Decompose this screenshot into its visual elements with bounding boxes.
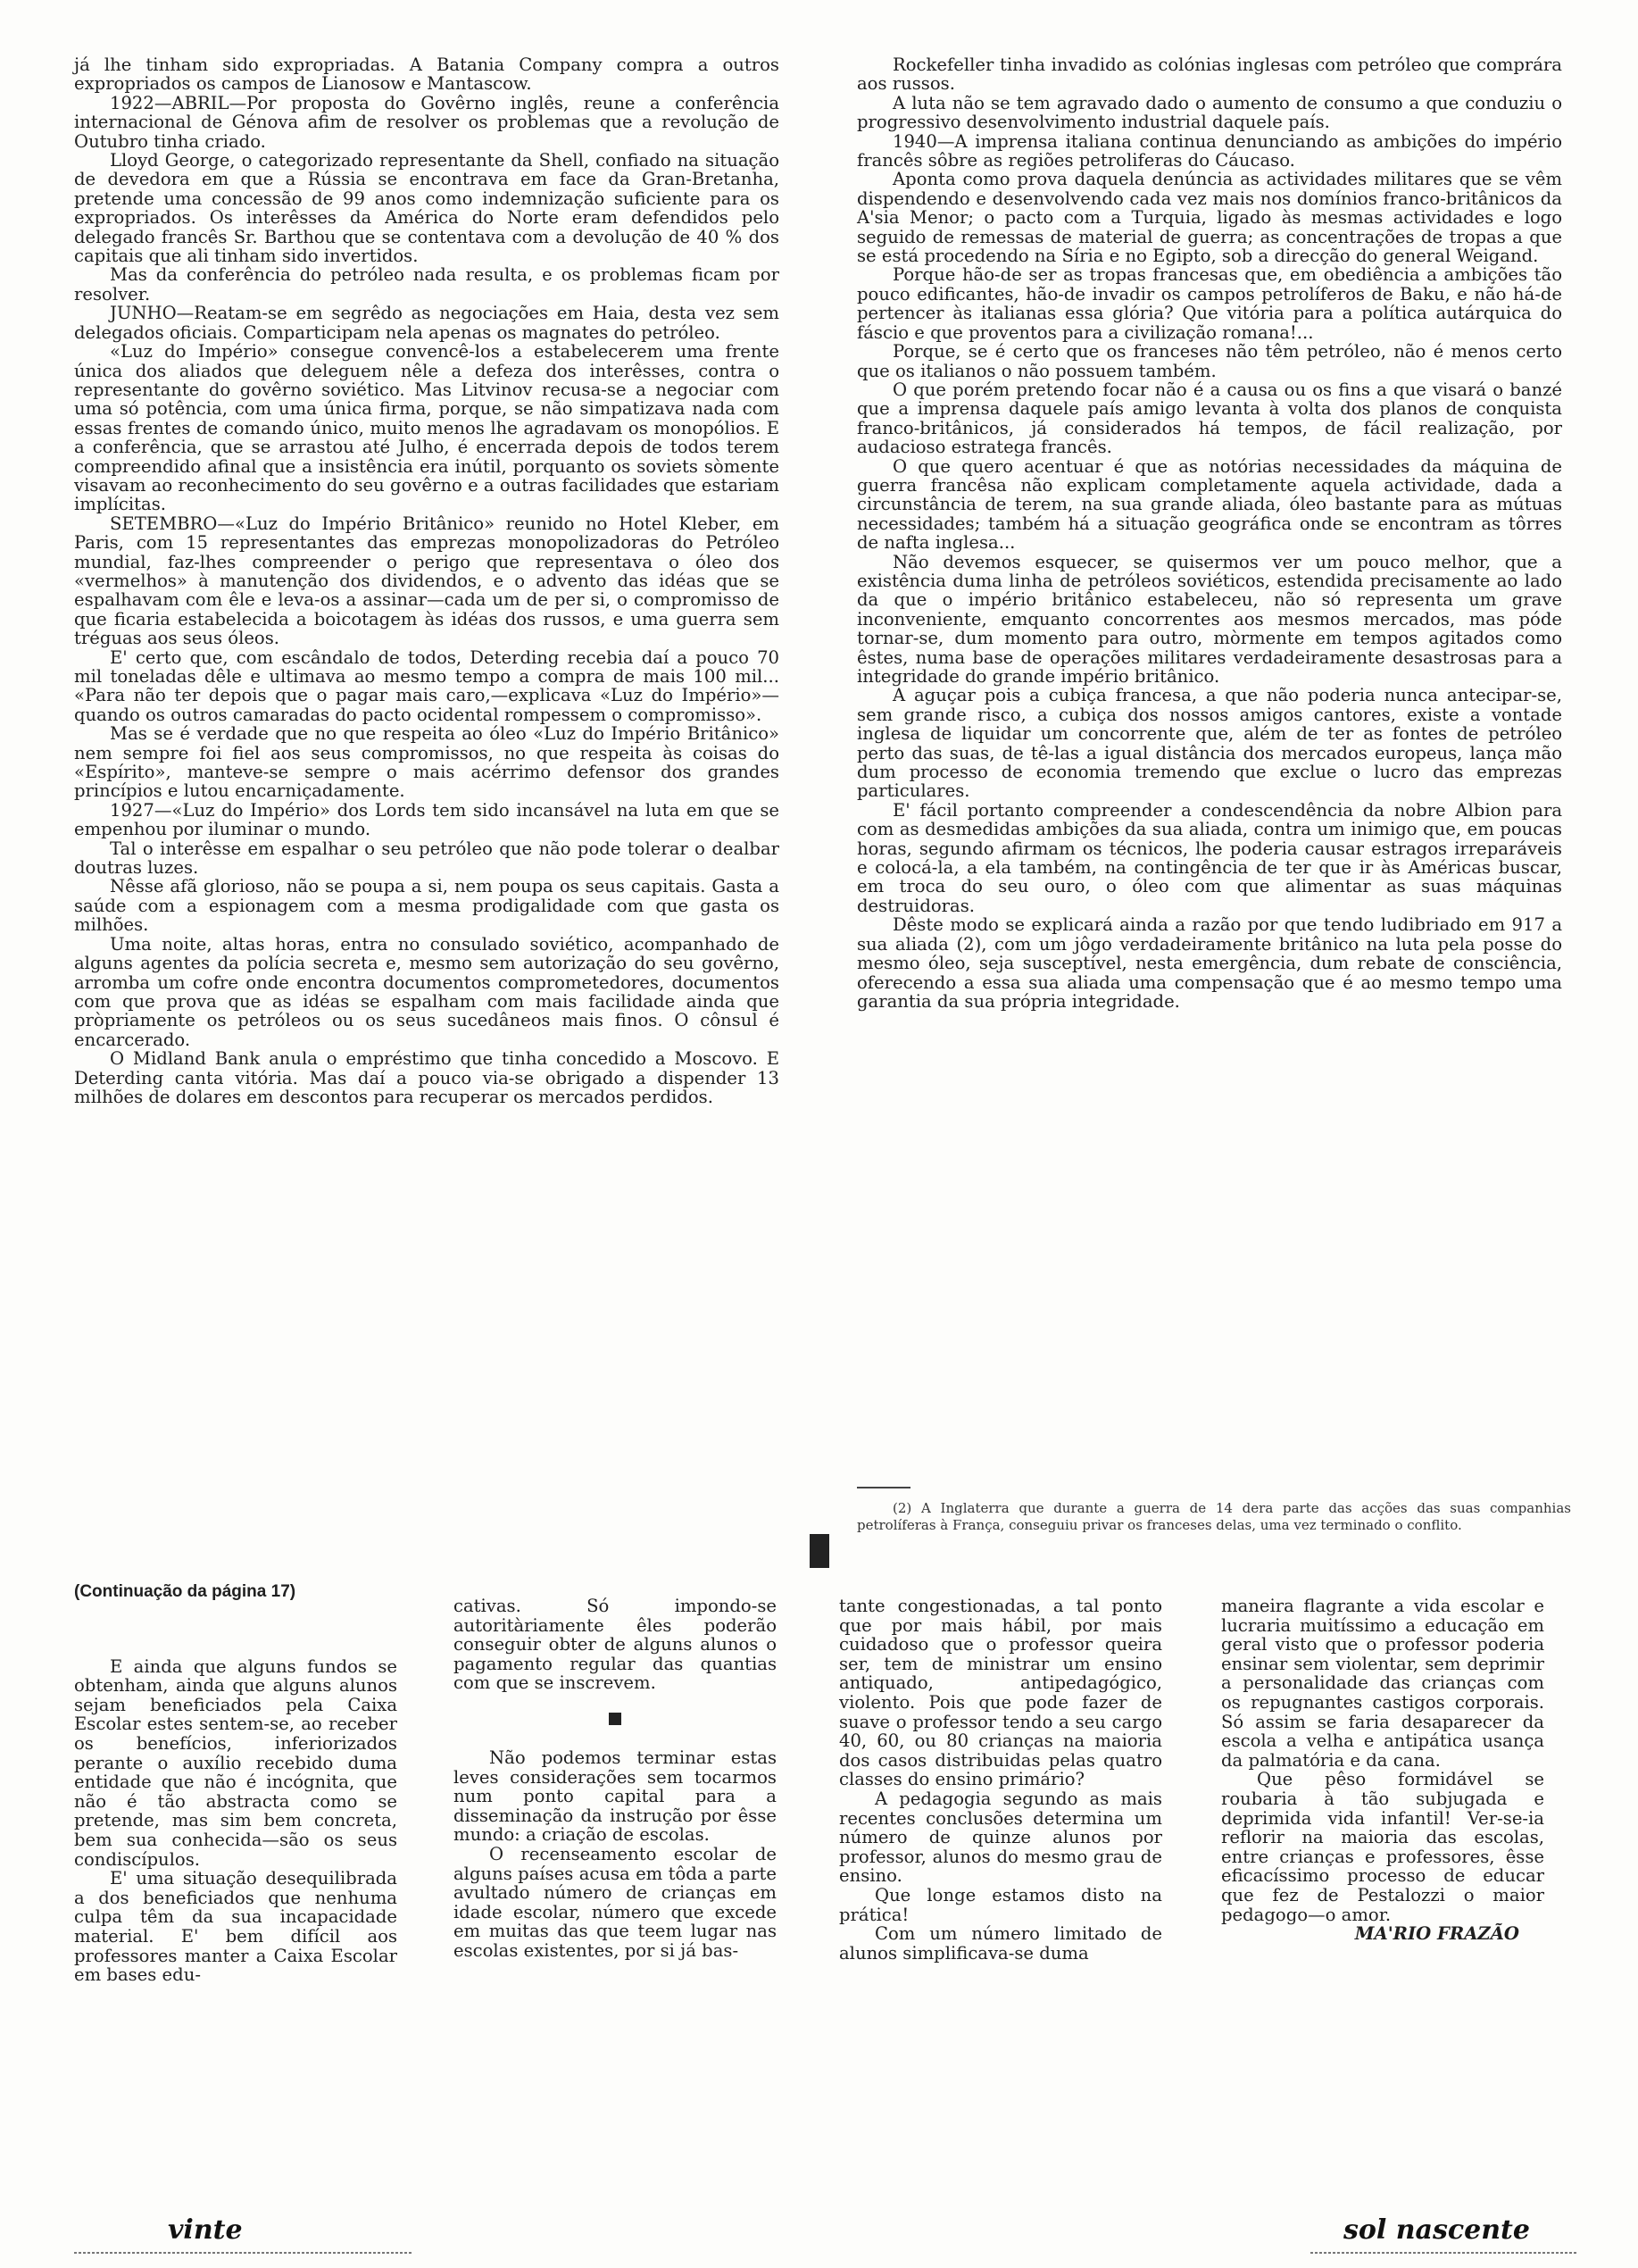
paragraph: Que pêso formidável se roubaria à tão subjugada e deprimida vida infantil! Ver-se-ia reflorir na maioria das escolas, entre crianças e professores, êsse eficacíssimo processo de educar que fez de Pestalozzi o maior pedagogo—o amor. xyxy=(1221,1769,1544,1925)
paragraph: O que porém pretendo focar não é a causa ou os fins a que visará o banzé que a imprensa daquele país amigo levanta à volta dos planos de conquista franco-britânicos, já considerados há tempos, de fácil realização, por audacioso estratega francês. xyxy=(857,379,1562,458)
page-number-label: vinte xyxy=(168,2214,243,2246)
paragraph: Com um número limitado de alunos simplificava-se duma xyxy=(839,1923,1162,1964)
paragraph: 1927—«Luz do Império» dos Lords tem sido incansável na luta em que se empenhou por iluminar o mundo. xyxy=(74,799,779,840)
article-column-top-left xyxy=(74,55,779,1106)
publication-title: sol nascente xyxy=(1343,2214,1530,2246)
paragraph: tante congestionadas, a tal ponto que por mais hábil, por mais cuidadoso que o professor queira ser, tem de ministrar um ensino antiquado, antipedagógico, violento. Pois que pode fazer de suave o professor tendo a seu cargo 40, 60, ou 80 crianças na maioria dos casos distribuidas pelas quatro classes do ensino primário? xyxy=(839,1596,1162,1790)
paragraph: cativas. Só impondo-se autoritàriamente êles poderão conseguir obter de alguns alunos o pagamento regular das quantias com que se inscrevem. xyxy=(453,1596,777,1694)
paragraph: Mas da conferência do petróleo nada resulta, e os problemas ficam por resolver. xyxy=(74,264,779,304)
paragraph: Porque, se é certo que os franceses não têm petróleo, não é menos certo que os italianos o não possuem também. xyxy=(857,341,1562,381)
paragraph: Tal o interêsse em espalhar o seu petróleo que não pode tolerar o dealbar doutras luzes. xyxy=(74,838,779,879)
paragraph: Uma noite, altas horas, entra no consulado soviético, acompanhado de alguns agentes da polícia secreta e, mesmo sem autorização do seu govêrno, arromba um cofre onde encontra documentos comprometedores, documentos com que prova que as idéas se espalham com mais facilidade ainda que pròpriamente os petróleos ou os seus sucedâneos mais finos. O cônsul é encarcerado. xyxy=(74,933,779,1050)
paragraph: E ainda que alguns fundos se obtenham, ainda que alguns alunos sejam beneficiados pela Caixa Escolar estes sentem-se, ao receber os benefícios, inferiorizados perante o auxílio recebido duma entidade que não é incógnita, que não é tão abstracta como se pretende, mas sim bem concreta, bem sua conhecida—são os seus condiscípulos. xyxy=(74,1655,397,1870)
paragraph: Porque hão-de ser as tropas francesas que, em obediência a ambições tão pouco edificantes, hão-de invadir os campos petrolíferos de Baku, e não há-de pertencer às italianas essa glória? Que vitória para a política autárquica do fáscio e que proventos para a civilização romana!... xyxy=(857,264,1562,343)
paragraph: maneira flagrante a vida escolar e lucraria muitíssimo a educação em geral visto que o professor poderia ensinar sem violentar, sem deprimir a personalidade das crianças com os repugnantes castigos corporais. Só assim se faria desaparecer da escola a velha e antipática usança da palmatória e da cana. xyxy=(1221,1596,1544,1771)
footer-rule-right xyxy=(1310,2252,1578,2254)
paragraph: A luta não se tem agravado dado o aumento de consumo a que conduziu o progressivo desenvolvimento industrial daquele país. xyxy=(857,92,1562,133)
paragraph: Dêste modo se explicará ainda a razão por que tendo ludibriado em 917 a sua aliada (2), com um jôgo verdadeiramente britânico na luta pela posse do mesmo óleo, seja susceptível, nesta emergência, dum rebate de consciência, oferecendo a essa sua aliada uma compensação que é ao mesmo tempo uma garantia da sua própria integridade. xyxy=(857,914,1562,1012)
article-column-bottom-1 xyxy=(74,1582,397,1985)
footnote-text: (2) A Inglaterra que durante a guerra de 14 dera parte das acções das suas companhias petrolíferas à França, conseguiu privar os franceses delas, uma vez terminado o conflito. xyxy=(857,1500,1571,1533)
paragraph: Rockefeller tinha invadido as colónias inglesas com petróleo que comprára aos russos. xyxy=(857,54,1562,95)
article-column-bottom-4 xyxy=(1221,1597,1544,1944)
paragraph: O Midland Bank anula o empréstimo que tinha concedido a Moscovo. E Deterding canta vitória. Mas daí a pouco via-se obrigado a dispender 13 milhões de dolares em descontos para recuperar os mercados perdidos. xyxy=(74,1048,779,1107)
article-column-bottom-2 xyxy=(453,1597,777,1961)
paragraph: Nêsse afã glorioso, não se poupa a si, nem poupa os seus capitais. Gasta a saúde com a espionagem com a mesma prodigalidade com que gasta os milhões. xyxy=(74,876,779,936)
paragraph: Lloyd George, o categorizado representante da Shell, confiado na situação de devedora em que a Rússia se encontrava em face da Gran-Bretanha, pretende uma concessão de 99 anos como indemnização suficiente para os expropriados. Os interêsses da América do Norte eram defendidos pelo delegado francês Sr. Barthou que se contentava com a devolução de 40 % dos capitais que ali tinham sido invertidos. xyxy=(74,150,779,267)
article-column-bottom-3 xyxy=(839,1597,1162,1963)
paragraph: Não podemos terminar estas leves considerações sem tocarmos num ponto capital para a disseminação da instrução por êsse mundo: a criação de escolas. xyxy=(453,1747,777,1846)
paragraph: E' uma situação desequilibrada a dos beneficiados que nenhuma culpa têm da sua incapacidade material. E' bem difícil aos professores manter a Caixa Escolar em bases edu- xyxy=(74,1868,397,1986)
section-separator xyxy=(609,1713,621,1725)
paragraph: SETEMBRO—«Luz do Império Britânico» reunido no Hotel Kleber, em Paris, com 15 representantes das emprezas monopolizadoras do Petróleo mundial, faz-lhes compreender o perigo que representava o óleo dos «vermelhos» à manutenção dos dividendos, e o advento das idéas que se espalhavam com êle e leva-os a assinar—cada um de per si, o compromisso de que ficaria estabelecida a boicotagem às idéas dos russos, e uma guerra sem tréguas aos seus óleos. xyxy=(74,513,779,649)
paragraph: Mas se é verdade que no que respeita ao óleo «Luz do Império Britânico» nem sempre foi fiel aos seus compromissos, no que respeita às coisas do «Espírito», manteve-se sempre o mais acérrimo defensor dos grandes princípios e lutou encarniçadamente. xyxy=(74,723,779,802)
paragraph: JUNHO—Reatam-se em segrêdo as negociações em Haia, desta vez sem delegados oficiais. Comparticipam nela apenas os magnates do petróleo. xyxy=(74,303,779,343)
paragraph: O que quero acentuar é que as notórias necessidades da máquina de guerra francêsa não explicam completamente aquela actividade, dada a circunstância de terem, na sua grande aliada, óleo bastante para as mútuas necessidades; também há a situação geográfica onde se encontram as tôrres de nafta inglesa... xyxy=(857,455,1562,554)
section-marker xyxy=(810,1534,829,1568)
paragraph: O recenseamento escolar de alguns países acusa em tôda a parte avultado número de crianças em idade escolar, número que excede em muitas das que teem lugar nas escolas existentes, por si já bas- xyxy=(453,1843,777,1961)
paragraph: «Luz do Império» consegue convencê-los a estabelecerem uma frente única dos aliados que deleguem nêle a defeza dos interêsses, contra o representante do govêrno soviético. Mas Litvinov recusa-se a negociar com uma só potência, com uma única firma, porque, se não simpatizava nada com essas frentes de comando único, muito menos lhe agradavam os monopólios. E a conferência, que se arrastou até Julho, é encerrada depois de todos terem compreendido afinal que a insistência era inútil, porquanto os soviets sòmente visavam ao reconhecimento do seu govêrno e a outras facilidades que estariam implícitas. xyxy=(74,341,779,515)
paragraph: 1940—A imprensa italiana continua denunciando as ambições do império francês sôbre as regiões petroliferas do Cáucaso. xyxy=(857,130,1562,171)
continuation-note: (Continuação da página 17) xyxy=(74,1582,296,1601)
paragraph: A aguçar pois a cubiça francesa, a que não poderia nunca antecipar-se, sem grande risco, a cubiça dos nossos amigos cantores, existe a vontade inglesa de liquidar um concorrente que, além de ter as fontes de petróleo perto das suas, de tê-las a igual distância dos mercados europeus, lança mão dum processo de economia tremendo que exclue o lucro das emprezas particulares. xyxy=(857,685,1562,802)
paragraph: já lhe tinham sido expropriadas. A Batania Company compra a outros expropriados os campos de Lianosow e Mantascow. xyxy=(74,54,779,95)
footer-rule-left xyxy=(74,2252,413,2254)
paragraph: Não devemos esquecer, se quisermos ver um pouco melhor, que a existência duma linha de petróleos soviéticos, estendida precisamente ao lado da que o império britânico estabeleceu, não só representa um grave inconveniente, emquanto concorrentes aos mesmos mercados, mas póde tornar-se, dum momento para outro, mòrmente em tempos agitados como êstes, numa base de operações militares verdadeiramente desastrosas para a integridade do grande império britânico. xyxy=(857,551,1562,687)
footnote-divider xyxy=(857,1487,910,1488)
paragraph: A pedagogia segundo as mais recentes conclusões determina um número de quinze alunos por professor, alunos do mesmo grau de ensino. xyxy=(839,1788,1162,1887)
article-column-top-right xyxy=(857,55,1562,1011)
paragraph: Aponta como prova daquela denúncia as actividades militares que se vêm dispendendo e desenvolvendo cada vez mais nos domínios franco-britânicos da A'sia Menor; o pacto com a Turquia, ligado às mesmas actividades e logo seguido de remessas de material de guerra; as concentrações de tropas a que se está procedendo na Síria e no Egipto, sob a direcção do general Weigand. xyxy=(857,169,1562,267)
author-signature: MA'RIO FRAZÃO xyxy=(1354,1923,1519,1945)
paragraph: 1922—ABRIL—Por proposta do Govêrno inglês, reune a conferência internacional de Génova afim de resolver os problemas que a revolução de Outubro tinha criado. xyxy=(74,92,779,152)
paragraph: E' fácil portanto compreender a condescendência da nobre Albion para com as desmedidas ambições da sua aliada, contra um inimigo que, em poucas horas, segundo afirmam os técnicos, lhe poderia causar estragos irreparáveis e colocá-la, a ela também, na contingência de ter que ir às Américas buscar, em troca do seu ouro, o óleo com que alimentar as suas máquinas destruidoras. xyxy=(857,799,1562,916)
paragraph: Que longe estamos disto na prática! xyxy=(839,1884,1162,1925)
footnote xyxy=(857,1500,1571,1534)
paragraph: E' certo que, com escândalo de todos, Deterding recebia daí a pouco 70 mil toneladas dêle e ultimava ao mesmo tempo a compra de mais 100 mil... «Para não ter depois que o pagar mais caro,—explicava «Luz do Império»—quando os outros camaradas do pacto ocidental rompessem o compromisso». xyxy=(74,646,779,725)
